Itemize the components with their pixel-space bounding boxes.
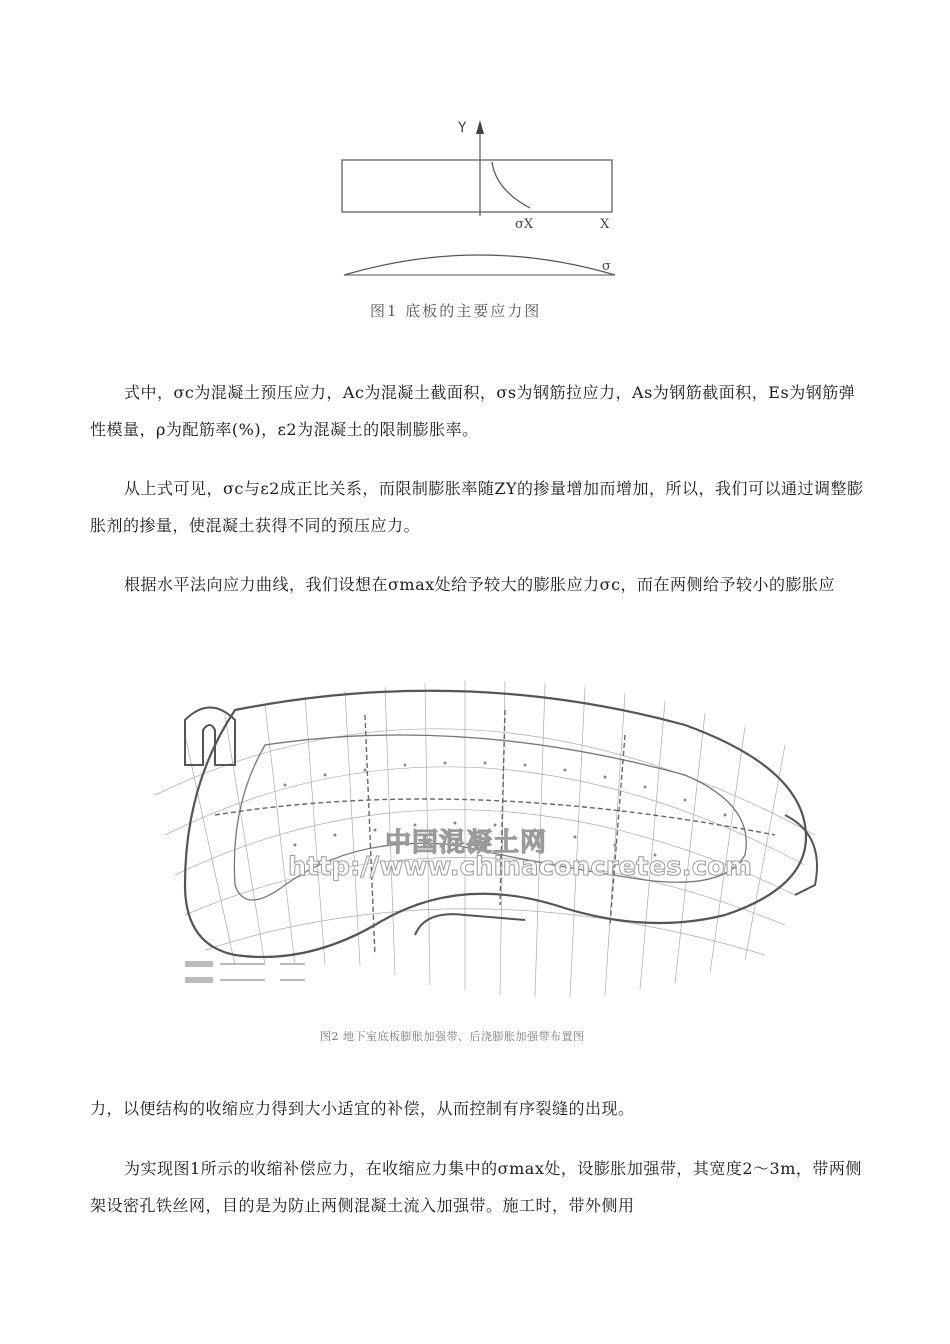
stress-curve bbox=[492, 162, 530, 208]
sigma-x-label: σX bbox=[515, 217, 534, 232]
right-end-wall bbox=[785, 815, 817, 895]
legend-swatch-1 bbox=[185, 961, 213, 967]
watermark-url: http://www.chinaconcretes.com bbox=[288, 852, 752, 882]
sigma-label: σ bbox=[602, 259, 611, 274]
figure-2-caption: 图2 地下室底板膨胀加强带、后浇膨胀加强带布置图 bbox=[320, 1030, 585, 1043]
y-axis-label: Y bbox=[458, 120, 467, 136]
ramp-outline bbox=[415, 914, 525, 935]
paragraph-proportional-relation: 从上式可见，σc与ε2成正比关系，而限制膨胀率随ZY的掺量增加而增加，所以，我们可以通过调整膨胀剂的掺量，使混凝土获得不同的预压应力。 bbox=[90, 479, 864, 535]
paragraph-formula-explanation: 式中，σc为混凝土预压应力，Ac为混凝土截面积，σs为钢筋拉应力，As为钢筋截面积，Es为钢筋弹性模量，ρ为配筋率(%)，ε2为混凝土的限制膨胀率。 bbox=[90, 383, 856, 439]
legend bbox=[185, 961, 305, 983]
y-axis-arrow bbox=[476, 120, 484, 134]
sigma-distribution-curve bbox=[344, 255, 615, 275]
paragraph-stress-curve: 根据水平法向应力曲线，我们设想在σmax处给予较大的膨胀应力σc，而在两侧给予较小的膨胀应 bbox=[124, 575, 836, 594]
figure-1-stress-diagram bbox=[330, 110, 630, 330]
paragraph-expansion-band: 为实现图1所示的收缩补偿应力，在收缩应力集中的σmax处，设膨胀加强带，其宽度2～3m，带两侧架设密孔铁丝网，目的是为防止两侧混凝土流入加强带。施工时，带外侧用 bbox=[90, 1159, 862, 1215]
watermark-chinese: 中国混凝土网 bbox=[385, 828, 548, 858]
legend-swatch-2 bbox=[185, 977, 213, 983]
paragraph-continuation: 力，以便结构的收缩应力得到大小适宜的补偿，从而控制有序裂缝的出现。 bbox=[90, 1099, 635, 1118]
figure-1-caption: 图1 底板的主要应力图 bbox=[370, 302, 542, 320]
slab-rectangle bbox=[342, 160, 612, 212]
x-axis-label: X bbox=[600, 217, 610, 232]
